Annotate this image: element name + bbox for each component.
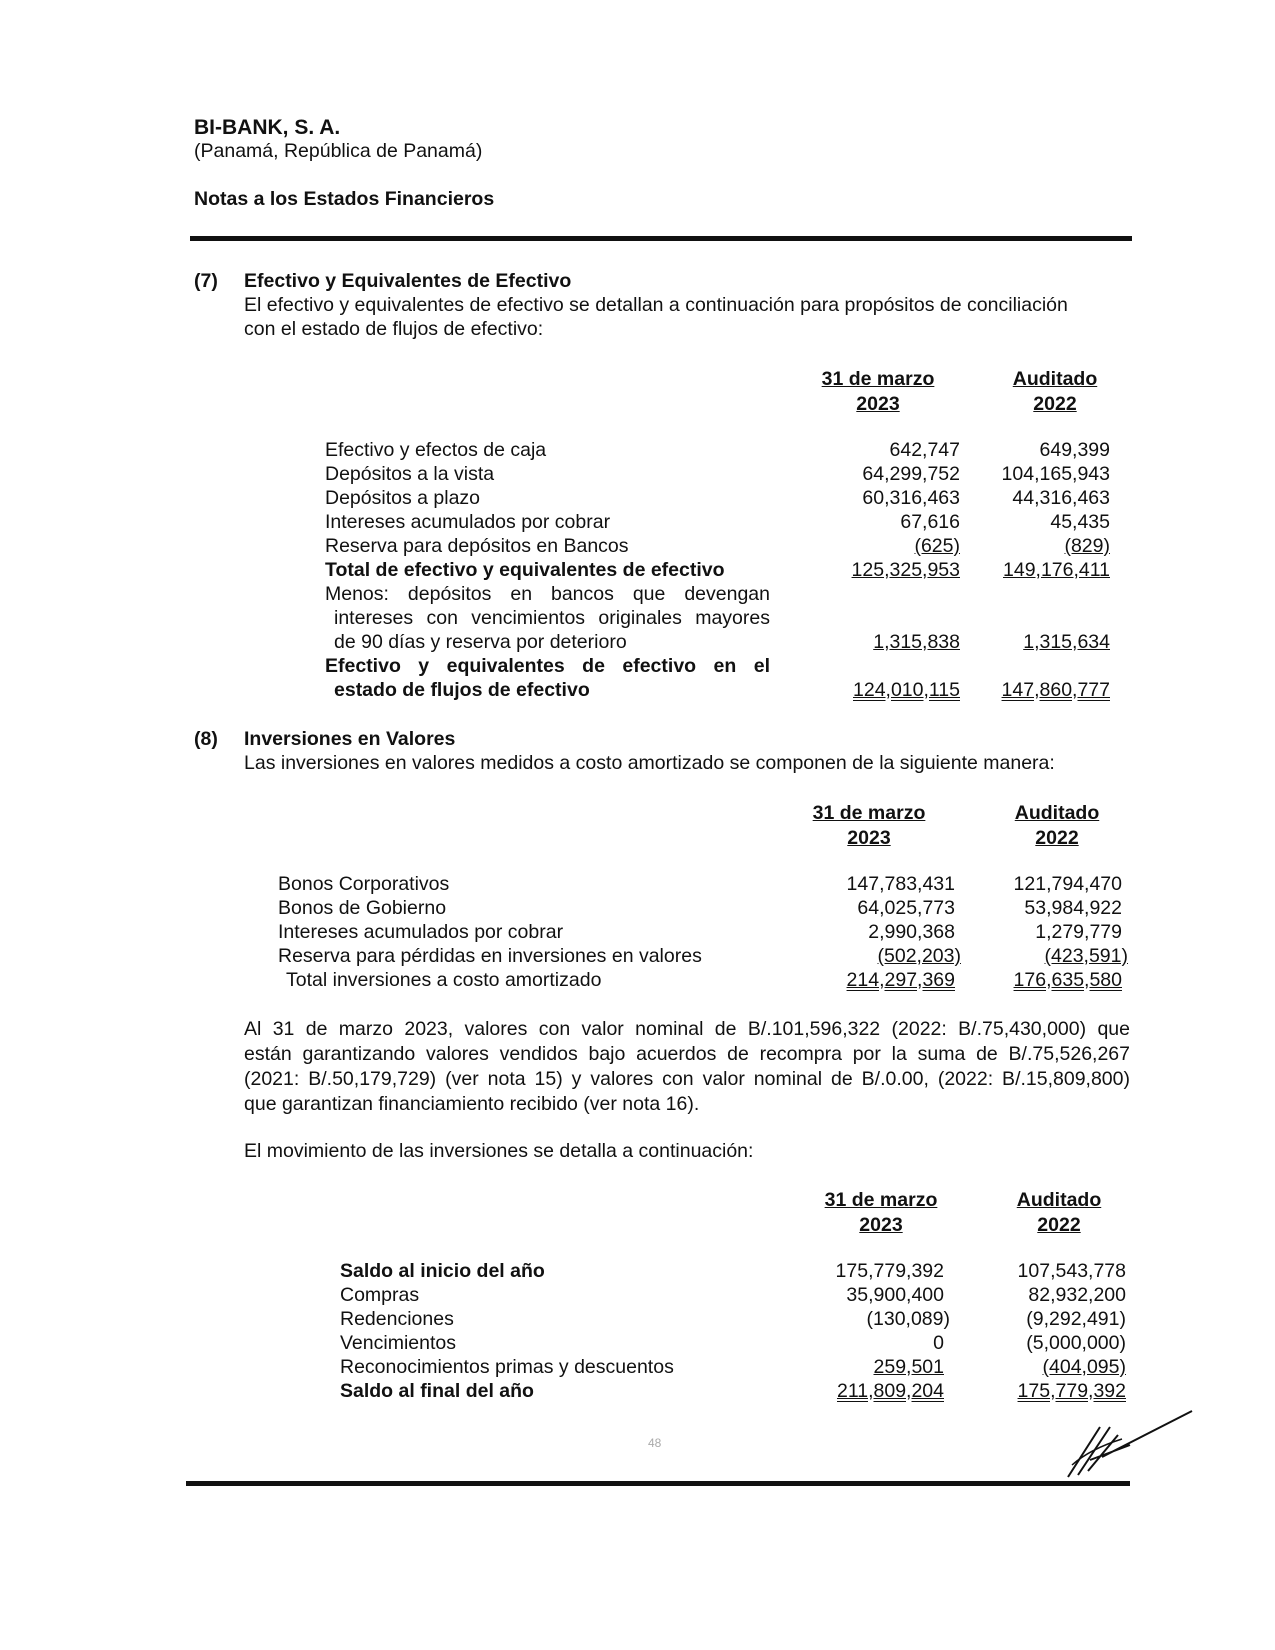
table-row-label: Intereses acumulados por cobrar xyxy=(325,511,611,533)
table-cell-2022: (829) xyxy=(1064,535,1110,557)
table-cell-2023: 259,501 xyxy=(873,1356,944,1378)
movement-close-2023: 211,809,204 xyxy=(837,1380,944,1402)
note7-title: Efectivo y Equivalentes de Efectivo xyxy=(244,270,572,292)
note7-less-line1: Menos: depósitos en bancos que devengan xyxy=(325,583,770,605)
table-cell-2022: 121,794,470 xyxy=(1013,873,1122,895)
table-cell-2022: (5,000,000) xyxy=(1026,1332,1126,1354)
table-cell-2022: (423,591) xyxy=(1044,945,1128,967)
table-cell-2023: 64,299,752 xyxy=(862,463,960,485)
table-cell-2022: 82,932,200 xyxy=(1028,1284,1126,1306)
note7-col2-header xyxy=(990,367,1120,417)
table-cell-2022: 1,279,779 xyxy=(1035,921,1122,943)
note8-movement-intro: El movimiento de las inversiones se detalla a continuación: xyxy=(244,1140,754,1162)
table-row-label: Intereses acumulados por cobrar xyxy=(278,921,564,943)
table-row-label: Redenciones xyxy=(340,1308,454,1330)
table-row-label: Efectivo y efectos de caja xyxy=(325,439,547,461)
note8-title: Inversiones en Valores xyxy=(244,728,456,750)
note8-para-line3: (2021: B/.50,179,729) (ver nota 15) y valores con valor nominal de B/.0.00, (2022: B/.15,809,800) xyxy=(244,1068,1130,1090)
table-row-label: Bonos de Gobierno xyxy=(278,897,447,919)
table-cell-2022: (9,292,491) xyxy=(1026,1308,1126,1330)
note8-total-label: Total inversiones a costo amortizado xyxy=(286,969,602,991)
note7-total-2022: 149,176,411 xyxy=(1003,559,1110,581)
note8-total-2022: 176,635,580 xyxy=(1013,969,1122,991)
note7-total-label: Total de efectivo y equivalentes de efectivo xyxy=(325,559,725,581)
table-cell-2023: 35,900,400 xyxy=(846,1284,944,1306)
table-cell-2023: 60,316,463 xyxy=(862,487,960,509)
table-cell-2022: 649,399 xyxy=(1039,439,1110,461)
table-cell-2023: 67,616 xyxy=(900,511,960,533)
note8-col1-header-line2: 2023 xyxy=(847,827,891,849)
note7-less-line3: de 90 días y reserva por deterioro xyxy=(334,631,627,653)
note7-less-2023: 1,315,838 xyxy=(873,631,960,653)
note7-col2-header-line1: Auditado xyxy=(1012,368,1098,390)
movement-col1-header-line2: 2023 xyxy=(859,1214,903,1236)
table-row-label: Reconocimientos primas y descuentos xyxy=(340,1356,674,1378)
page-number: 48 xyxy=(648,1436,662,1450)
footer-rule xyxy=(186,1481,1130,1486)
table-cell-2022: 104,165,943 xyxy=(1001,463,1110,485)
note7-final-line2: estado de flujos de efectivo xyxy=(334,679,590,701)
table-row-label: Depósitos a plazo xyxy=(325,487,481,509)
table-cell-2023: 0 xyxy=(933,1332,944,1354)
note7-final-2022: 147,860,777 xyxy=(1001,679,1110,701)
table-cell-2022: 44,316,463 xyxy=(1012,487,1110,509)
note8-col2-header-line1: Auditado xyxy=(1014,802,1100,824)
note8-para-line1: Al 31 de marzo 2023, valores con valor nominal de B/.101,596,322 (2022: B/.75,430,000) que xyxy=(244,1018,1130,1040)
movement-close-label: Saldo al final del año xyxy=(340,1380,534,1402)
movement-open-2023: 175,779,392 xyxy=(835,1260,944,1282)
note7-less-2022: 1,315,634 xyxy=(1023,631,1110,653)
table-cell-2023: 642,747 xyxy=(889,439,960,461)
signature-mark xyxy=(1060,1405,1200,1485)
table-cell-2023: (130,089) xyxy=(866,1308,950,1330)
table-row-label: Reserva para depósitos en Bancos xyxy=(325,535,629,557)
note8-paragraph xyxy=(244,1017,1130,1117)
table-cell-2022: 45,435 xyxy=(1050,511,1110,533)
note7-col2-header-line2: 2022 xyxy=(1033,393,1077,415)
note8-para-line4: que garantizan financiamiento recibido (ver nota 16). xyxy=(244,1093,700,1115)
note8-para-line2: están garantizando valores vendidos bajo acuerdos de recompra por la suma de B/.75,526,267 xyxy=(244,1043,1130,1065)
table-row-label: Depósitos a la vista xyxy=(325,463,495,485)
note7-number: (7) xyxy=(194,270,218,292)
company-name: BI-BANK, S. A. xyxy=(194,116,341,139)
note8-intro: Las inversiones en valores medidos a costo amortizado se componen de la siguiente manera: xyxy=(244,752,1055,774)
note7-col1-header xyxy=(800,367,956,417)
table-cell-2022: (404,095) xyxy=(1042,1356,1126,1378)
table-cell-2023: (625) xyxy=(914,535,960,557)
note8-col2-header-line2: 2022 xyxy=(1035,827,1079,849)
movement-col1-header xyxy=(803,1188,959,1238)
note7-intro-line2: con el estado de flujos de efectivo: xyxy=(244,318,544,340)
table-row-label: Reserva para pérdidas en inversiones en valores xyxy=(278,945,702,967)
note8-col1-header-line1: 31 de marzo xyxy=(812,802,926,824)
movement-open-label: Saldo al inicio del año xyxy=(340,1260,545,1282)
table-cell-2023: 2,990,368 xyxy=(868,921,955,943)
table-cell-2023: 64,025,773 xyxy=(857,897,955,919)
table-cell-2023: (502,203) xyxy=(877,945,961,967)
note7-col1-header-line1: 31 de marzo xyxy=(821,368,935,390)
note7-total-2023: 125,325,953 xyxy=(851,559,960,581)
movement-open-2022: 107,543,778 xyxy=(1017,1260,1126,1282)
company-location: (Panamá, República de Panamá) xyxy=(194,140,483,162)
note7-col1-header-line2: 2023 xyxy=(856,393,900,415)
table-row-label: Compras xyxy=(340,1284,420,1306)
table-cell-2022: 53,984,922 xyxy=(1024,897,1122,919)
table-cell-2023: 147,783,431 xyxy=(846,873,955,895)
movement-col2-header xyxy=(994,1188,1124,1238)
note8-total-2023: 214,297,369 xyxy=(846,969,955,991)
note7-less-line2: intereses con vencimientos originales mayores xyxy=(334,607,770,629)
note8-number: (8) xyxy=(194,728,218,750)
note7-intro-line1: El efectivo y equivalentes de efectivo se detallan a continuación para propósitos de conciliación xyxy=(244,294,1068,316)
movement-close-2022: 175,779,392 xyxy=(1017,1380,1126,1402)
note8-col1-header xyxy=(791,801,947,851)
movement-col1-header-line1: 31 de marzo xyxy=(824,1189,938,1211)
note8-col2-header xyxy=(992,801,1122,851)
note7-final-line1: Efectivo y equivalentes de efectivo en el xyxy=(325,655,770,677)
section-title: Notas a los Estados Financieros xyxy=(194,188,495,210)
movement-col2-header-line2: 2022 xyxy=(1037,1214,1081,1236)
note7-final-2023: 124,010,115 xyxy=(853,679,960,701)
table-row-label: Bonos Corporativos xyxy=(278,873,450,895)
movement-col2-header-line1: Auditado xyxy=(1016,1189,1102,1211)
table-row-label: Vencimientos xyxy=(340,1332,456,1354)
header-rule xyxy=(190,236,1132,241)
